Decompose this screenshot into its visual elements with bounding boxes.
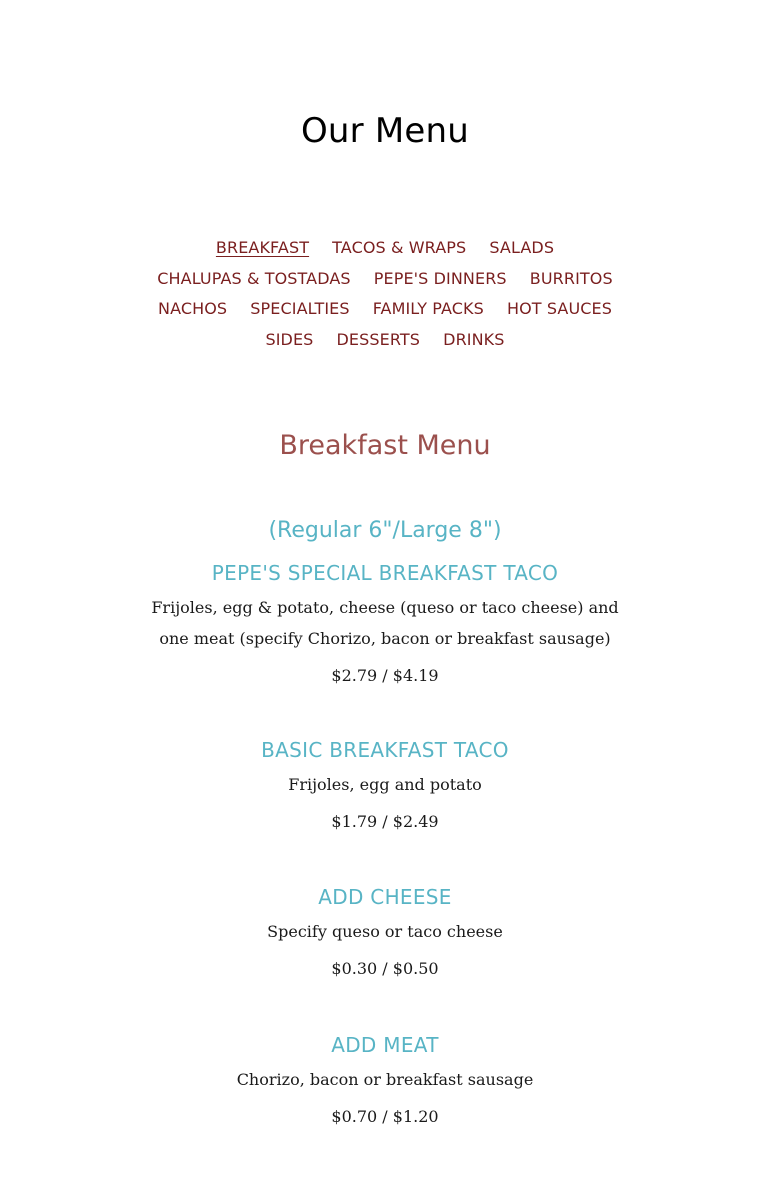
item-price: $0.70 / $1.20	[331, 1107, 439, 1126]
nav-link-sides[interactable]: SIDES	[265, 329, 314, 349]
menu-item	[0, 735, 770, 836]
size-note: (Regular 6"/Large 8")	[268, 518, 502, 543]
item-name: PEPE'S SPECIAL BREAKFAST TACO	[211, 561, 559, 585]
nav-link-drinks[interactable]: DRINKS	[443, 329, 505, 349]
nav-link-family-packs[interactable]: FAMILY PACKS	[372, 299, 484, 318]
item-name: BASIC BREAKFAST TACO	[261, 738, 509, 762]
item-price: $0.30 / $0.50	[331, 959, 439, 978]
nav-row	[140, 233, 630, 264]
section-title: Breakfast Menu	[279, 430, 491, 462]
item-description: Chorizo, bacon or breakfast sausage	[236, 1070, 534, 1089]
nav-link-tacos-wraps[interactable]: TACOS & WRAPS	[332, 238, 467, 257]
nav-link-nachos[interactable]: NACHOS	[158, 299, 228, 318]
page-title: Our Menu	[300, 110, 470, 151]
item-price: $2.79 / $4.19	[331, 666, 439, 685]
nav-link-chalupas-tostadas[interactable]: CHALUPAS & TOSTADAS	[157, 268, 351, 288]
nav-link-salads[interactable]: SALADS	[489, 238, 555, 257]
item-description: Frijoles, egg and potato	[288, 775, 482, 794]
item-name: ADD CHEESE	[318, 885, 452, 909]
menu-category-nav	[140, 233, 630, 355]
item-description: Frijoles, egg & potato, cheese (queso or taco cheese) and one meat (specify Chorizo, bacon or breakfast sausage)	[151, 598, 619, 648]
nav-link-hot-sauces[interactable]: HOT SAUCES	[506, 299, 612, 318]
nav-row	[140, 294, 630, 325]
nav-link-burritos[interactable]: BURRITOS	[529, 268, 613, 288]
item-name: ADD MEAT	[331, 1033, 439, 1057]
nav-link-breakfast[interactable]: BREAKFAST	[215, 238, 310, 257]
item-description: Specify queso or taco cheese	[267, 922, 503, 941]
nav-row	[140, 325, 630, 356]
nav-link-desserts[interactable]: DESSERTS	[336, 329, 421, 349]
menu-item	[0, 558, 770, 690]
item-price: $1.79 / $2.49	[331, 812, 439, 831]
menu-item	[0, 1030, 770, 1131]
nav-row	[140, 264, 630, 295]
nav-link-pepes-dinners[interactable]: PEPE'S DINNERS	[373, 268, 507, 288]
menu-item	[0, 882, 770, 983]
nav-link-specialties[interactable]: SPECIALTIES	[250, 299, 350, 318]
